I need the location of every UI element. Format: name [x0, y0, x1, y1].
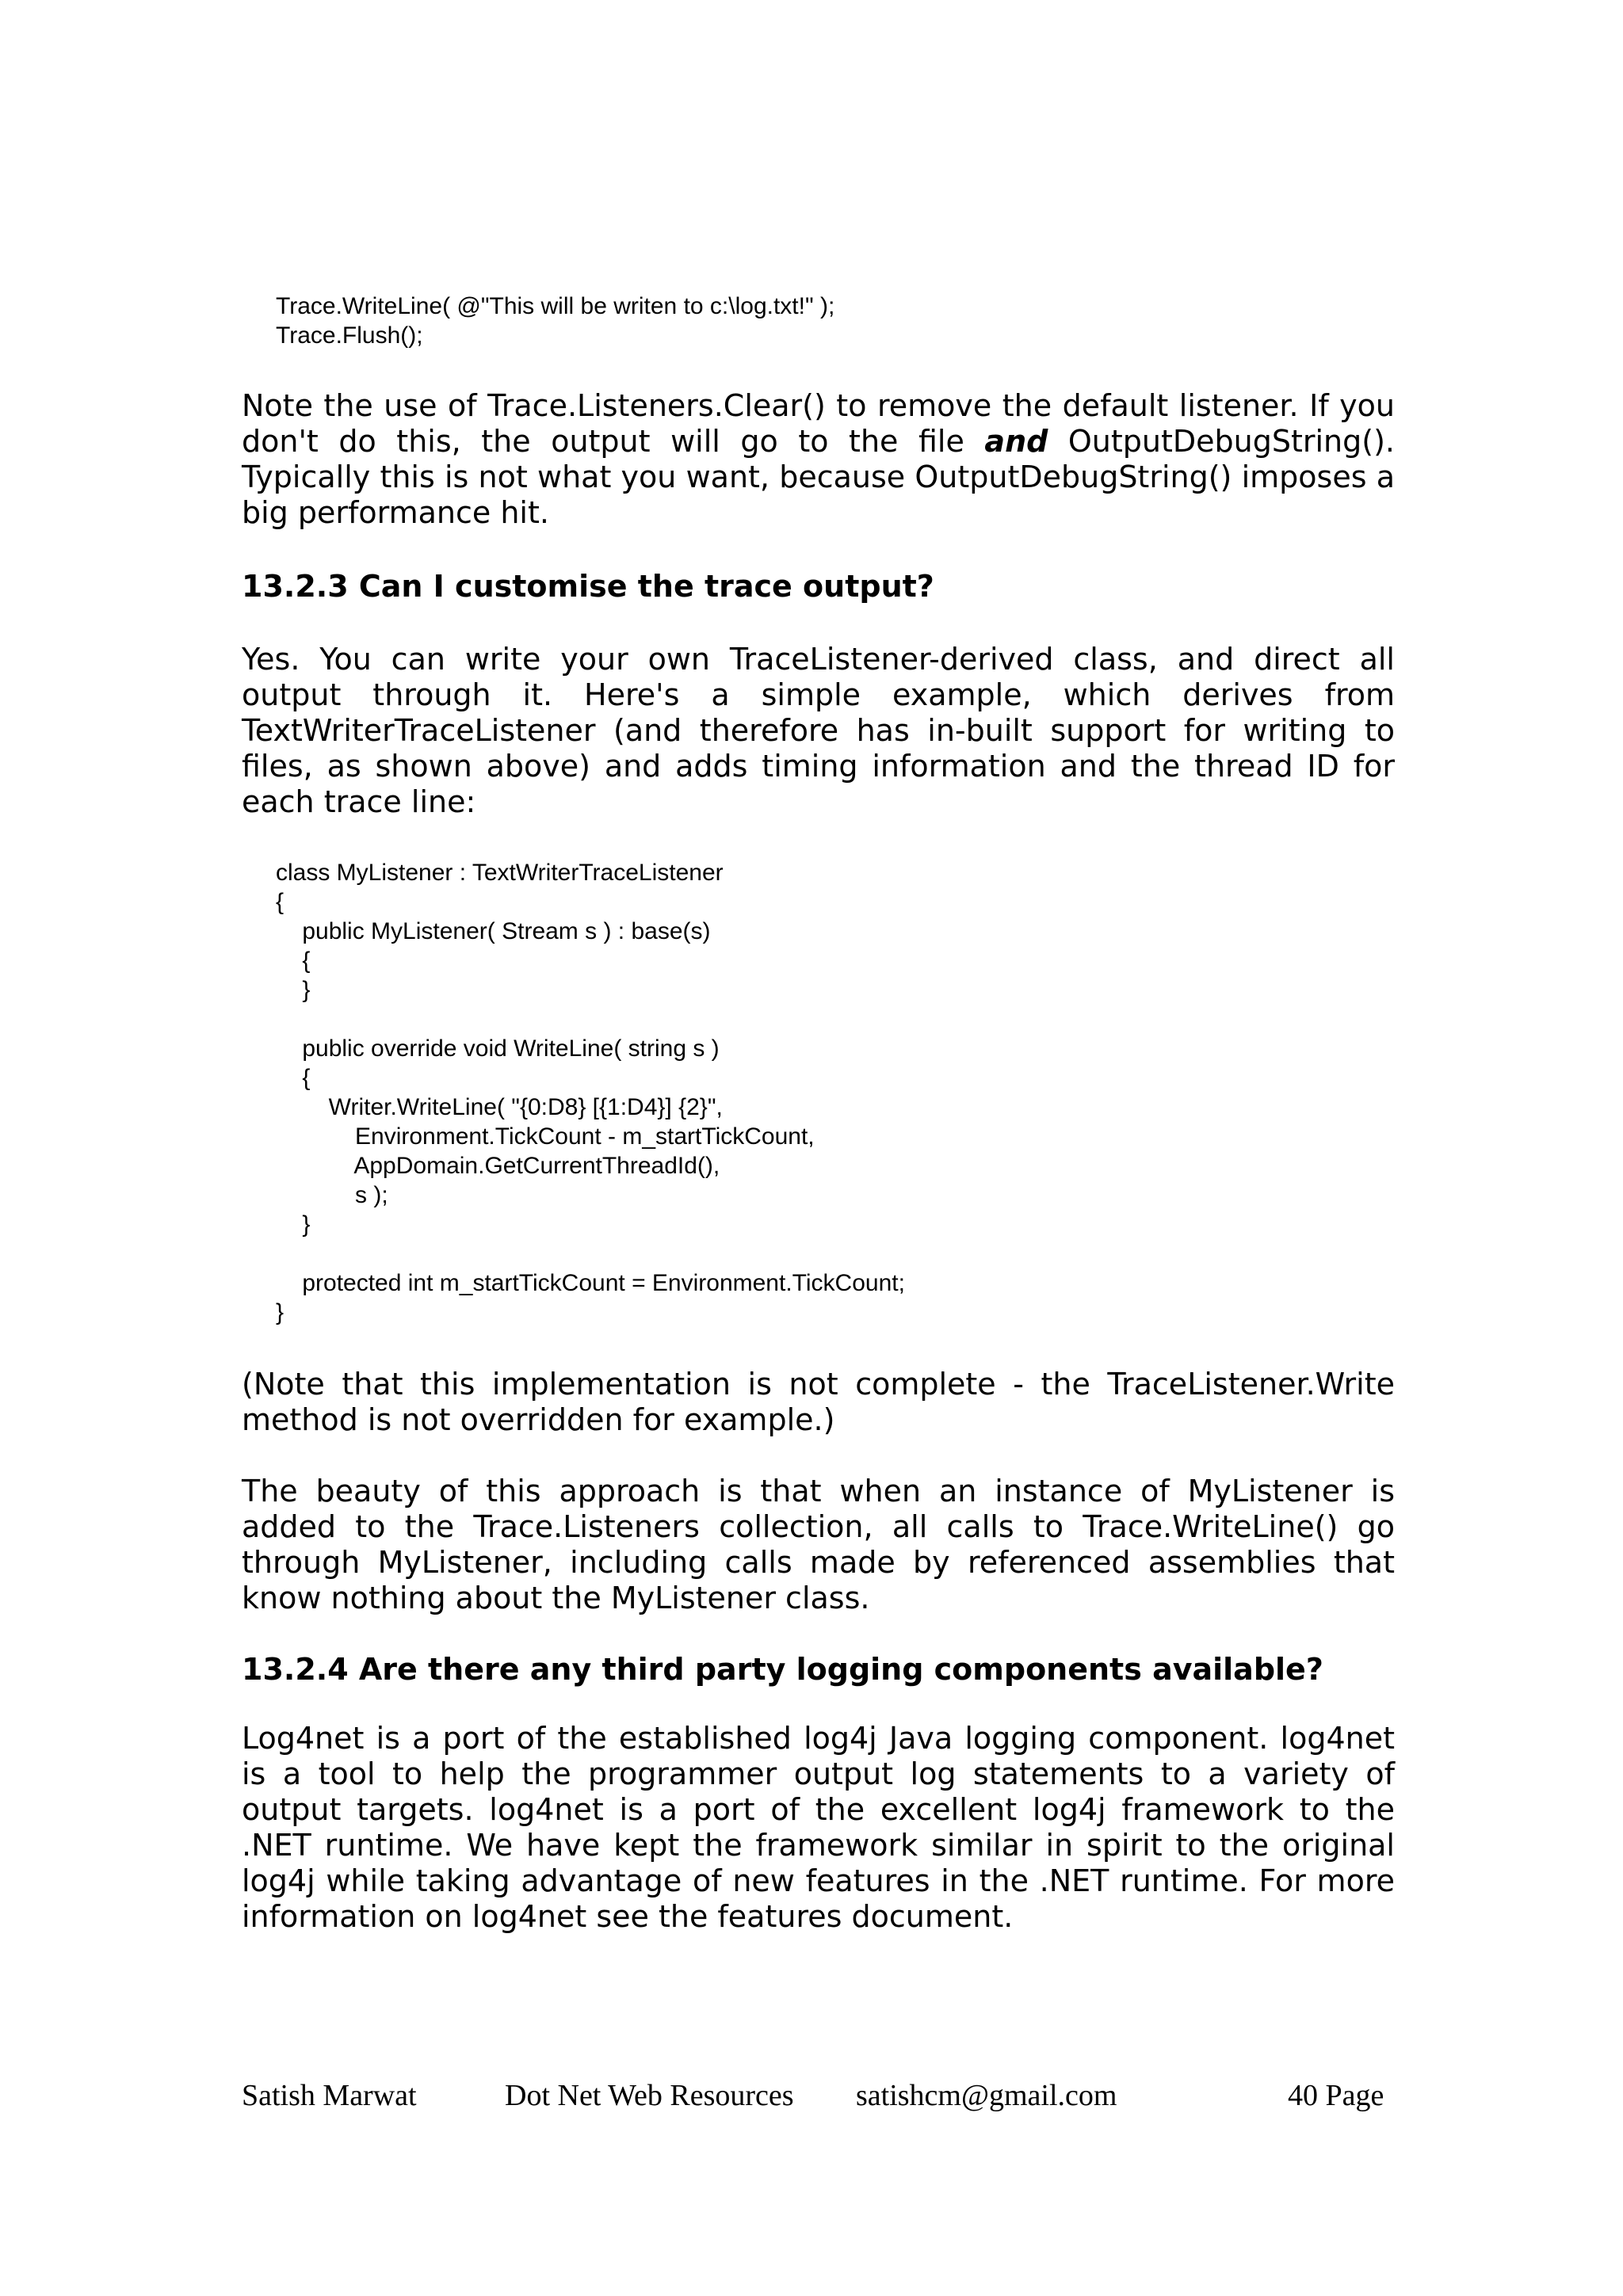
footer-title: Dot Net Web Resources [505, 2079, 794, 2112]
code-line: s ); [276, 1182, 388, 1208]
page-footer [0, 2076, 1623, 2115]
code-line: protected int m_startTickCount = Environment.TickCount; [276, 1270, 905, 1296]
code-line: Environment.TickCount - m_startTickCount, [276, 1123, 815, 1150]
code-line: } [276, 977, 311, 1003]
section-heading-logging-components: 13.2.4 Are there any third party logging components available? [242, 1652, 1323, 1687]
paragraph-text: Note the use of Trace.Listeners.Clear() to remove the default listener. If you don't do this, the output will go to the file [242, 388, 1395, 459]
emphasis-text: and [984, 424, 1048, 459]
paragraph-log4net: Log4net is a port of the established log4j Java logging component. log4net is a tool to help the programmer output log statements to a variety of output targets. log4net is a port of the excellent log4j framework to the .NET runtime. We have kept the framework similar in spirit to the original log4j while taking advantage of new features in the .NET runtime. For more information on log4net see the features document. [242, 1721, 1395, 1934]
code-line: Trace.WriteLine( @"This will be writen to c:\log.txt!" ); [276, 293, 835, 319]
code-line: } [276, 1299, 285, 1325]
code-snippet-mylistener [276, 858, 905, 1327]
code-line: AppDomain.GetCurrentThreadId(), [276, 1153, 720, 1179]
code-line: Trace.Flush(); [276, 322, 423, 349]
code-line: Writer.WriteLine( "{0:D8} [{1:D4}] {2}", [276, 1094, 723, 1120]
paragraph-implementation-note: (Note that this implementation is not complete - the TraceListener.Write method is not overridden for example.) [242, 1367, 1395, 1437]
paragraph-approach-beauty: The beauty of this approach is that when an instance of MyListener is added to the Trace.Listeners collection, all calls to Trace.WriteLine() go through MyListener, including calls made by referenced assemblies that know nothing about the MyListener class. [242, 1474, 1395, 1615]
code-snippet-trace [276, 292, 834, 350]
code-line: { [276, 889, 285, 915]
code-line: class MyListener : TextWriterTraceListener [276, 860, 724, 886]
code-line: public override void WriteLine( string s ) [276, 1035, 720, 1062]
code-line: public MyListener( Stream s ) : base(s) [276, 918, 711, 944]
code-line: } [276, 1211, 311, 1238]
code-line: { [276, 948, 311, 974]
section-heading-customise-trace: 13.2.3 Can I customise the trace output? [242, 569, 934, 604]
paragraph-text: OutputDebugString(). Typically this is not what you want, because OutputDebugString() imposes a big performance hit. [242, 424, 1395, 530]
paragraph-custom-listener: Yes. You can write your own TraceListener-derived class, and direct all output through it. Here's a simple example, which derives from TextWriterTraceListener (and therefore has in-built support for writing to files, as shown above) and adds timing information and the thread ID for each trace line: [242, 642, 1395, 819]
code-line: { [276, 1065, 311, 1091]
paragraph-listeners-note [242, 388, 1395, 531]
footer-page-number: 40 Page [1288, 2079, 1384, 2112]
footer-email: satishcm@gmail.com [856, 2079, 1117, 2112]
footer-author: Satish Marwat [242, 2079, 417, 2112]
